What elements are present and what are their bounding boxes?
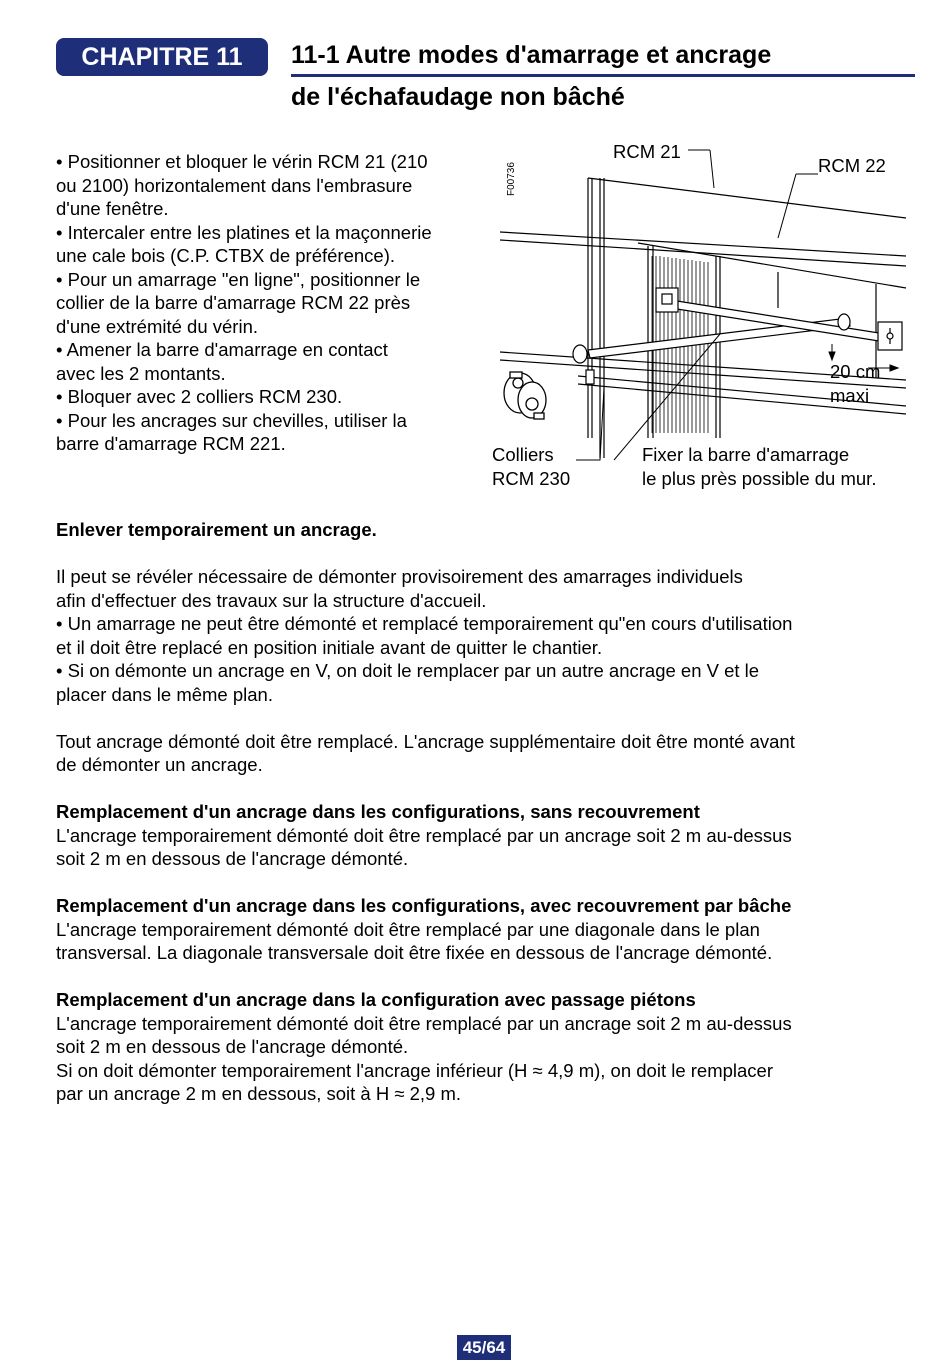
label-rcm22: RCM 22 — [818, 155, 886, 176]
body-line: Il peut se révéler nécessaire de démonter provisoirement des amarrages individuels — [56, 566, 743, 587]
intro-line: • Bloquer avec 2 colliers RCM 230. — [56, 386, 343, 407]
body-line: de démonter un ancrage. — [56, 754, 263, 775]
intro-line: • Pour les ancrages sur chevilles, utiliser la — [56, 409, 407, 431]
page-title — [291, 36, 915, 116]
intro-line: • Pour un amarrage "en ligne", positionner le — [56, 268, 421, 290]
intro-line: barre d'amarrage RCM 221. — [56, 433, 286, 454]
body-line: L'ancrage temporairement démonté doit être remplacé par un ancrage soit 2 m au-dessus — [56, 1012, 792, 1034]
label-20cm: 20 cm — [830, 361, 881, 382]
body-line: afin d'effectuer des travaux sur la structure d'accueil. — [56, 589, 487, 611]
intro-line: d'une extrémité du vérin. — [56, 315, 259, 337]
intro-line: d'une fenêtre. — [56, 198, 169, 219]
body-line: soit 2 m en dessous de l'ancrage démonté. — [56, 1036, 409, 1057]
anchoring-diagram — [488, 138, 918, 498]
label-fixer-line2: le plus près possible du mur. — [642, 468, 877, 489]
body-line: Tout ancrage démonté doit être remplacé. L'ancrage supplémentaire doit être monté avant — [56, 730, 795, 752]
body-line: • Un amarrage ne peut être démonté et remplacé temporairement qu"en cours d'utilisation — [56, 613, 793, 634]
section-title: Enlever temporairement un ancrage. — [56, 519, 377, 540]
body-line: • Si on démonte un ancrage en V, on doit le remplacer par un autre ancrage en V et le — [56, 660, 760, 681]
label-maxi: maxi — [830, 385, 870, 406]
intro-line: • Intercaler entre les platines et la maçonnerie — [56, 221, 432, 243]
section-title: Remplacement d'un ancrage dans les configurations, avec recouvrement par bâche — [56, 895, 792, 916]
section-title: Remplacement d'un ancrage dans les configurations, sans recouvrement — [56, 801, 700, 822]
body-line: par un ancrage 2 m en dessous, soit à H ≈ 2,9 m. — [56, 1083, 462, 1104]
figure-code: F00736 — [506, 162, 517, 196]
intro-line: avec les 2 montants. — [56, 362, 226, 384]
title-line-2: de l'échafaudage non bâché — [291, 83, 625, 111]
intro-line: collier de la barre d'amarrage RCM 22 près — [56, 292, 411, 313]
page-number: 45/64 — [457, 1335, 511, 1360]
body-line: Si on doit démonter temporairement l'ancrage inférieur (H ≈ 4,9 m), on doit le remplacer — [56, 1059, 774, 1081]
label-rcm230: RCM 230 — [492, 468, 571, 489]
label-colliers: Colliers — [492, 444, 554, 465]
intro-line: une cale bois (C.P. CTBX de préférence). — [56, 245, 395, 266]
body-line: L'ancrage temporairement démonté doit être remplacé par un ancrage soit 2 m au-dessus — [56, 824, 792, 846]
chapter-badge: CHAPITRE 11 — [56, 38, 268, 76]
label-fixer-line1: Fixer la barre d'amarrage — [642, 444, 850, 465]
body-line: L'ancrage temporairement démonté doit être remplacé par une diagonale dans le plan — [56, 918, 760, 940]
body-line: transversal. La diagonale transversale doit être fixée en dessous de l'ancrage démonté. — [56, 942, 773, 963]
label-rcm21: RCM 21 — [613, 141, 681, 162]
body-line: et il doit être replacé en position initiale avant de quitter le chantier. — [56, 636, 603, 658]
intro-line: • Amener la barre d'amarrage en contact — [56, 339, 388, 360]
intro-instructions — [56, 150, 496, 456]
section-title: Remplacement d'un ancrage dans la configuration avec passage piétons — [56, 989, 696, 1010]
main-body — [56, 518, 916, 1106]
body-line: soit 2 m en dessous de l'ancrage démonté. — [56, 848, 409, 869]
intro-line: ou 2100) horizontalement dans l'embrasure — [56, 174, 413, 196]
intro-line: • Positionner et bloquer le vérin RCM 21 (210 — [56, 151, 428, 172]
title-line-1: 11-1 Autre modes d'amarrage et ancrage — [291, 36, 915, 77]
body-line: placer dans le même plan. — [56, 683, 273, 705]
